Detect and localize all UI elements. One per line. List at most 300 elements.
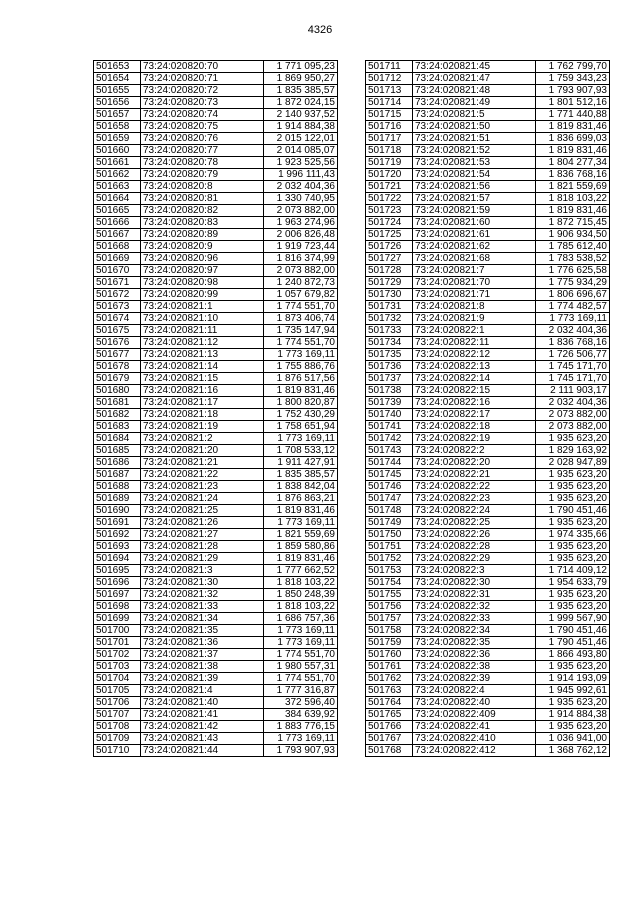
table-row [94, 169, 338, 181]
value-cell: 1 793 907,93 [264, 745, 338, 757]
value-cell: 1 790 451,46 [536, 505, 610, 517]
cadastral-number-cell: 73:24:020821:51 [413, 133, 536, 145]
table-row [94, 589, 338, 601]
row-number-cell: 501722 [366, 193, 413, 205]
table-row [94, 517, 338, 529]
cadastral-number-cell: 73:24:020821:30 [141, 577, 264, 589]
table-row [94, 529, 338, 541]
table-row [94, 565, 338, 577]
cadastral-number-cell: 73:24:020822:41 [413, 721, 536, 733]
table-row [94, 541, 338, 553]
cadastral-number-cell: 73:24:020822:21 [413, 469, 536, 481]
cadastral-number-cell: 73:24:020821:45 [413, 61, 536, 73]
cadastral-number-cell: 73:24:020822:15 [413, 385, 536, 397]
value-cell: 2 015 122,01 [264, 133, 338, 145]
row-number-cell: 501670 [94, 265, 141, 277]
cadastral-number-cell: 73:24:020822:30 [413, 577, 536, 589]
cadastral-number-cell: 73:24:020821:52 [413, 145, 536, 157]
value-cell: 372 596,40 [264, 697, 338, 709]
cadastral-number-cell: 73:24:020820:79 [141, 169, 264, 181]
row-number-cell: 501708 [94, 721, 141, 733]
cadastral-number-cell: 73:24:020821:19 [141, 421, 264, 433]
row-number-cell: 501702 [94, 649, 141, 661]
row-number-cell: 501718 [366, 145, 413, 157]
table-row [94, 193, 338, 205]
row-number-cell: 501733 [366, 325, 413, 337]
row-number-cell: 501672 [94, 289, 141, 301]
row-number-cell: 501732 [366, 313, 413, 325]
row-number-cell: 501683 [94, 421, 141, 433]
row-number-cell: 501762 [366, 673, 413, 685]
value-cell: 2 028 947,89 [536, 457, 610, 469]
value-cell: 1 819 831,46 [264, 505, 338, 517]
table-row [366, 541, 610, 553]
value-cell: 2 111 903,17 [536, 385, 610, 397]
cadastral-number-cell: 73:24:020821:8 [413, 301, 536, 313]
table-body [94, 61, 338, 757]
row-number-cell: 501697 [94, 589, 141, 601]
table-row [94, 445, 338, 457]
table-row [366, 553, 610, 565]
cadastral-number-cell: 73:24:020821:44 [141, 745, 264, 757]
cadastral-number-cell: 73:24:020821:53 [413, 157, 536, 169]
cadastral-number-cell: 73:24:020820:75 [141, 121, 264, 133]
cadastral-number-cell: 73:24:020821:25 [141, 505, 264, 517]
table-row [94, 349, 338, 361]
cadastral-table-right [365, 60, 610, 757]
value-cell: 1 836 768,16 [536, 169, 610, 181]
cadastral-number-cell: 73:24:020821:59 [413, 205, 536, 217]
value-cell: 1 776 625,58 [536, 265, 610, 277]
table-row [94, 289, 338, 301]
table-row [94, 505, 338, 517]
row-number-cell: 501719 [366, 157, 413, 169]
row-number-cell: 501730 [366, 289, 413, 301]
row-number-cell: 501709 [94, 733, 141, 745]
row-number-cell: 501671 [94, 277, 141, 289]
cadastral-number-cell: 73:24:020821:70 [413, 277, 536, 289]
table-row [94, 277, 338, 289]
value-cell: 1 819 831,46 [264, 385, 338, 397]
cadastral-number-cell: 73:24:020822:28 [413, 541, 536, 553]
cadastral-number-cell: 73:24:020821:32 [141, 589, 264, 601]
row-number-cell: 501661 [94, 157, 141, 169]
table-row [94, 265, 338, 277]
row-number-cell: 501693 [94, 541, 141, 553]
value-cell: 1 774 482,57 [536, 301, 610, 313]
value-cell: 1 818 103,22 [264, 577, 338, 589]
value-cell: 1 935 623,20 [536, 589, 610, 601]
row-number-cell: 501716 [366, 121, 413, 133]
table-row [94, 553, 338, 565]
value-cell: 1 919 723,44 [264, 241, 338, 253]
table-row [94, 481, 338, 493]
value-cell: 1 774 551,70 [264, 673, 338, 685]
table-row [94, 73, 338, 85]
cadastral-number-cell: 73:24:020822:13 [413, 361, 536, 373]
value-cell: 1 836 699,03 [536, 133, 610, 145]
cadastral-number-cell: 73:24:020822:1 [413, 325, 536, 337]
cadastral-number-cell: 73:24:020821:15 [141, 373, 264, 385]
value-cell: 1 777 662,52 [264, 565, 338, 577]
cadastral-number-cell: 73:24:020822:32 [413, 601, 536, 613]
cadastral-number-cell: 73:24:020820:76 [141, 133, 264, 145]
row-number-cell: 501767 [366, 733, 413, 745]
value-cell: 2 006 826,48 [264, 229, 338, 241]
table-row [94, 85, 338, 97]
table-row [366, 625, 610, 637]
cadastral-number-cell: 73:24:020821:37 [141, 649, 264, 661]
cadastral-number-cell: 73:24:020821:50 [413, 121, 536, 133]
row-number-cell: 501720 [366, 169, 413, 181]
value-cell: 1 801 512,16 [536, 97, 610, 109]
row-number-cell: 501713 [366, 85, 413, 97]
table-row [94, 409, 338, 421]
value-cell: 1 368 762,12 [536, 745, 610, 757]
cadastral-number-cell: 73:24:020822:31 [413, 589, 536, 601]
row-number-cell: 501725 [366, 229, 413, 241]
row-number-cell: 501741 [366, 421, 413, 433]
value-cell: 384 639,92 [264, 709, 338, 721]
row-number-cell: 501721 [366, 181, 413, 193]
cadastral-number-cell: 73:24:020821:13 [141, 349, 264, 361]
row-number-cell: 501752 [366, 553, 413, 565]
row-number-cell: 501690 [94, 505, 141, 517]
cadastral-number-cell: 73:24:020821:62 [413, 241, 536, 253]
value-cell: 2 032 404,36 [536, 397, 610, 409]
row-number-cell: 501728 [366, 265, 413, 277]
value-cell: 1 935 623,20 [536, 661, 610, 673]
row-number-cell: 501764 [366, 697, 413, 709]
cadastral-number-cell: 73:24:020820:9 [141, 241, 264, 253]
table-row [94, 577, 338, 589]
row-number-cell: 501746 [366, 481, 413, 493]
row-number-cell: 501669 [94, 253, 141, 265]
row-number-cell: 501674 [94, 313, 141, 325]
value-cell: 1 923 525,56 [264, 157, 338, 169]
value-cell: 1 816 374,99 [264, 253, 338, 265]
table-row [366, 229, 610, 241]
row-number-cell: 501740 [366, 409, 413, 421]
row-number-cell: 501743 [366, 445, 413, 457]
value-cell: 1 771 440,88 [536, 109, 610, 121]
table-row [94, 133, 338, 145]
row-number-cell: 501700 [94, 625, 141, 637]
value-cell: 1 869 950,27 [264, 73, 338, 85]
table-row [366, 217, 610, 229]
cadastral-number-cell: 73:24:020820:71 [141, 73, 264, 85]
value-cell: 1 800 820,87 [264, 397, 338, 409]
cadastral-number-cell: 73:24:020821:11 [141, 325, 264, 337]
cadastral-number-cell: 73:24:020822:3 [413, 565, 536, 577]
value-cell: 1 755 886,76 [264, 361, 338, 373]
cadastral-number-cell: 73:24:020822:34 [413, 625, 536, 637]
cadastral-number-cell: 73:24:020821:28 [141, 541, 264, 553]
row-number-cell: 501757 [366, 613, 413, 625]
table-row [94, 229, 338, 241]
cadastral-number-cell: 73:24:020820:72 [141, 85, 264, 97]
table-row [94, 613, 338, 625]
cadastral-number-cell: 73:24:020820:83 [141, 217, 264, 229]
value-cell: 1 935 623,20 [536, 721, 610, 733]
cadastral-number-cell: 73:24:020820:99 [141, 289, 264, 301]
value-cell: 2 073 882,00 [264, 265, 338, 277]
table-row [94, 313, 338, 325]
cadastral-number-cell: 73:24:020821:54 [413, 169, 536, 181]
row-number-cell: 501680 [94, 385, 141, 397]
row-number-cell: 501755 [366, 589, 413, 601]
cadastral-number-cell: 73:24:020822:19 [413, 433, 536, 445]
table-row [94, 601, 338, 613]
table-row [94, 337, 338, 349]
value-cell: 1 999 567,90 [536, 613, 610, 625]
row-number-cell: 501712 [366, 73, 413, 85]
table-row [94, 649, 338, 661]
table-row [94, 385, 338, 397]
value-cell: 1 996 111,43 [264, 169, 338, 181]
value-cell: 1 835 385,57 [264, 469, 338, 481]
value-cell: 1 819 831,46 [536, 205, 610, 217]
row-number-cell: 501747 [366, 493, 413, 505]
row-number-cell: 501735 [366, 349, 413, 361]
table-row [366, 337, 610, 349]
cadastral-number-cell: 73:24:020821:26 [141, 517, 264, 529]
table-row [94, 685, 338, 697]
row-number-cell: 501714 [366, 97, 413, 109]
value-cell: 1 819 831,46 [264, 553, 338, 565]
value-cell: 1 774 551,70 [264, 337, 338, 349]
cadastral-number-cell: 73:24:020821:60 [413, 217, 536, 229]
row-number-cell: 501678 [94, 361, 141, 373]
value-cell: 1 872 715,45 [536, 217, 610, 229]
value-cell: 2 032 404,36 [536, 325, 610, 337]
page-number: 4326 [307, 24, 333, 36]
value-cell: 1 866 493,80 [536, 649, 610, 661]
row-number-cell: 501667 [94, 229, 141, 241]
row-number-cell: 501701 [94, 637, 141, 649]
value-cell: 2 140 937,52 [264, 109, 338, 121]
value-cell: 1 819 831,46 [536, 121, 610, 133]
row-number-cell: 501668 [94, 241, 141, 253]
row-number-cell: 501745 [366, 469, 413, 481]
table-row [94, 661, 338, 673]
table-row [94, 109, 338, 121]
value-cell: 1 745 171,70 [536, 373, 610, 385]
row-number-cell: 501761 [366, 661, 413, 673]
value-cell: 1 773 169,11 [264, 517, 338, 529]
value-cell: 1 914 884,38 [536, 709, 610, 721]
row-number-cell: 501653 [94, 61, 141, 73]
value-cell: 2 073 882,00 [536, 409, 610, 421]
cadastral-number-cell: 73:24:020821:7 [413, 265, 536, 277]
cadastral-number-cell: 73:24:020821:4 [141, 685, 264, 697]
cadastral-number-cell: 73:24:020821:40 [141, 697, 264, 709]
row-number-cell: 501766 [366, 721, 413, 733]
value-cell: 1 773 169,11 [264, 433, 338, 445]
row-number-cell: 501717 [366, 133, 413, 145]
value-cell: 1 838 842,04 [264, 481, 338, 493]
table-row [94, 697, 338, 709]
row-number-cell: 501707 [94, 709, 141, 721]
table-row [94, 145, 338, 157]
cadastral-number-cell: 73:24:020822:17 [413, 409, 536, 421]
value-cell: 1 935 623,20 [536, 601, 610, 613]
table-row [94, 709, 338, 721]
cadastral-number-cell: 73:24:020821:24 [141, 493, 264, 505]
cadastral-number-cell: 73:24:020821:56 [413, 181, 536, 193]
value-cell: 1 872 024,15 [264, 97, 338, 109]
cadastral-number-cell: 73:24:020821:71 [413, 289, 536, 301]
cadastral-number-cell: 73:24:020821:10 [141, 313, 264, 325]
table-body [366, 61, 610, 757]
cadastral-number-cell: 73:24:020822:22 [413, 481, 536, 493]
table-row [94, 721, 338, 733]
row-number-cell: 501665 [94, 205, 141, 217]
row-number-cell: 501657 [94, 109, 141, 121]
value-cell: 1 835 385,57 [264, 85, 338, 97]
cadastral-number-cell: 73:24:020821:18 [141, 409, 264, 421]
row-number-cell: 501729 [366, 277, 413, 289]
cadastral-number-cell: 73:24:020820:73 [141, 97, 264, 109]
table-row [94, 217, 338, 229]
table-row [366, 469, 610, 481]
cadastral-number-cell: 73:24:020821:22 [141, 469, 264, 481]
value-cell: 1 945 992,61 [536, 685, 610, 697]
row-number-cell: 501687 [94, 469, 141, 481]
table-row [94, 433, 338, 445]
row-number-cell: 501723 [366, 205, 413, 217]
row-number-cell: 501663 [94, 181, 141, 193]
table-row [94, 397, 338, 409]
row-number-cell: 501748 [366, 505, 413, 517]
value-cell: 1 914 193,09 [536, 673, 610, 685]
table-row [366, 85, 610, 97]
row-number-cell: 501750 [366, 529, 413, 541]
value-cell: 1 935 623,20 [536, 517, 610, 529]
value-cell: 1 785 612,40 [536, 241, 610, 253]
cadastral-number-cell: 73:24:020822:40 [413, 697, 536, 709]
cadastral-number-cell: 73:24:020822:38 [413, 661, 536, 673]
cadastral-number-cell: 73:24:020821:17 [141, 397, 264, 409]
value-cell: 1 758 651,94 [264, 421, 338, 433]
cadastral-number-cell: 73:24:020821:16 [141, 385, 264, 397]
row-number-cell: 501685 [94, 445, 141, 457]
value-cell: 1 774 551,70 [264, 301, 338, 313]
value-cell: 2 073 882,00 [536, 421, 610, 433]
value-cell: 1 745 171,70 [536, 361, 610, 373]
table-row [94, 625, 338, 637]
value-cell: 1 806 696,67 [536, 289, 610, 301]
value-cell: 1 954 633,79 [536, 577, 610, 589]
value-cell: 1 935 623,20 [536, 697, 610, 709]
cadastral-number-cell: 73:24:020820:89 [141, 229, 264, 241]
cadastral-number-cell: 73:24:020820:96 [141, 253, 264, 265]
value-cell: 1 850 248,39 [264, 589, 338, 601]
value-cell: 2 073 882,00 [264, 205, 338, 217]
value-cell: 1 793 907,93 [536, 85, 610, 97]
value-cell: 1 773 169,11 [536, 313, 610, 325]
value-cell: 1 057 679,82 [264, 289, 338, 301]
value-cell: 1 735 147,94 [264, 325, 338, 337]
table-row [94, 361, 338, 373]
row-number-cell: 501724 [366, 217, 413, 229]
row-number-cell: 501704 [94, 673, 141, 685]
table-row [94, 325, 338, 337]
row-number-cell: 501739 [366, 397, 413, 409]
table-row [366, 253, 610, 265]
table-row [366, 193, 610, 205]
cadastral-number-cell: 73:24:020822:23 [413, 493, 536, 505]
row-number-cell: 501675 [94, 325, 141, 337]
row-number-cell: 501736 [366, 361, 413, 373]
cadastral-number-cell: 73:24:020821:57 [413, 193, 536, 205]
table-row [366, 661, 610, 673]
table-row [366, 265, 610, 277]
cadastral-number-cell: 73:24:020822:36 [413, 649, 536, 661]
value-cell: 1 906 934,50 [536, 229, 610, 241]
table-row [366, 613, 610, 625]
row-number-cell: 501698 [94, 601, 141, 613]
value-cell: 1 873 406,74 [264, 313, 338, 325]
value-cell: 1 836 768,16 [536, 337, 610, 349]
table-row [366, 673, 610, 685]
table-row [366, 529, 610, 541]
row-number-cell: 501696 [94, 577, 141, 589]
cadastral-number-cell: 73:24:020822:409 [413, 709, 536, 721]
cadastral-number-cell: 73:24:020820:81 [141, 193, 264, 205]
cadastral-number-cell: 73:24:020820:77 [141, 145, 264, 157]
table-row [366, 733, 610, 745]
cadastral-number-cell: 73:24:020821:5 [413, 109, 536, 121]
cadastral-number-cell: 73:24:020821:9 [413, 313, 536, 325]
table-row [366, 565, 610, 577]
row-number-cell: 501699 [94, 613, 141, 625]
value-cell: 1 773 169,11 [264, 637, 338, 649]
value-cell: 1 980 557,31 [264, 661, 338, 673]
table-row [94, 457, 338, 469]
cadastral-number-cell: 73:24:020821:36 [141, 637, 264, 649]
value-cell: 1 818 103,22 [264, 601, 338, 613]
value-cell: 1 790 451,46 [536, 637, 610, 649]
row-number-cell: 501679 [94, 373, 141, 385]
cadastral-number-cell: 73:24:020822:39 [413, 673, 536, 685]
value-cell: 1 963 274,96 [264, 217, 338, 229]
value-cell: 1 775 934,29 [536, 277, 610, 289]
value-cell: 1 876 863,21 [264, 493, 338, 505]
value-cell: 1 935 623,20 [536, 433, 610, 445]
row-number-cell: 501754 [366, 577, 413, 589]
row-number-cell: 501694 [94, 553, 141, 565]
value-cell: 1 240 872,73 [264, 277, 338, 289]
table-row [366, 241, 610, 253]
table-row [366, 457, 610, 469]
table-row [366, 589, 610, 601]
row-number-cell: 501660 [94, 145, 141, 157]
cadastral-number-cell: 73:24:020821:20 [141, 445, 264, 457]
table-row [366, 181, 610, 193]
cadastral-number-cell: 73:24:020821:27 [141, 529, 264, 541]
cadastral-number-cell: 73:24:020821:68 [413, 253, 536, 265]
cadastral-number-cell: 73:24:020821:39 [141, 673, 264, 685]
cadastral-number-cell: 73:24:020821:14 [141, 361, 264, 373]
table-row [366, 109, 610, 121]
row-number-cell: 501692 [94, 529, 141, 541]
value-cell: 1 859 580,86 [264, 541, 338, 553]
row-number-cell: 501695 [94, 565, 141, 577]
row-number-cell: 501751 [366, 541, 413, 553]
row-number-cell: 501756 [366, 601, 413, 613]
row-number-cell: 501676 [94, 337, 141, 349]
